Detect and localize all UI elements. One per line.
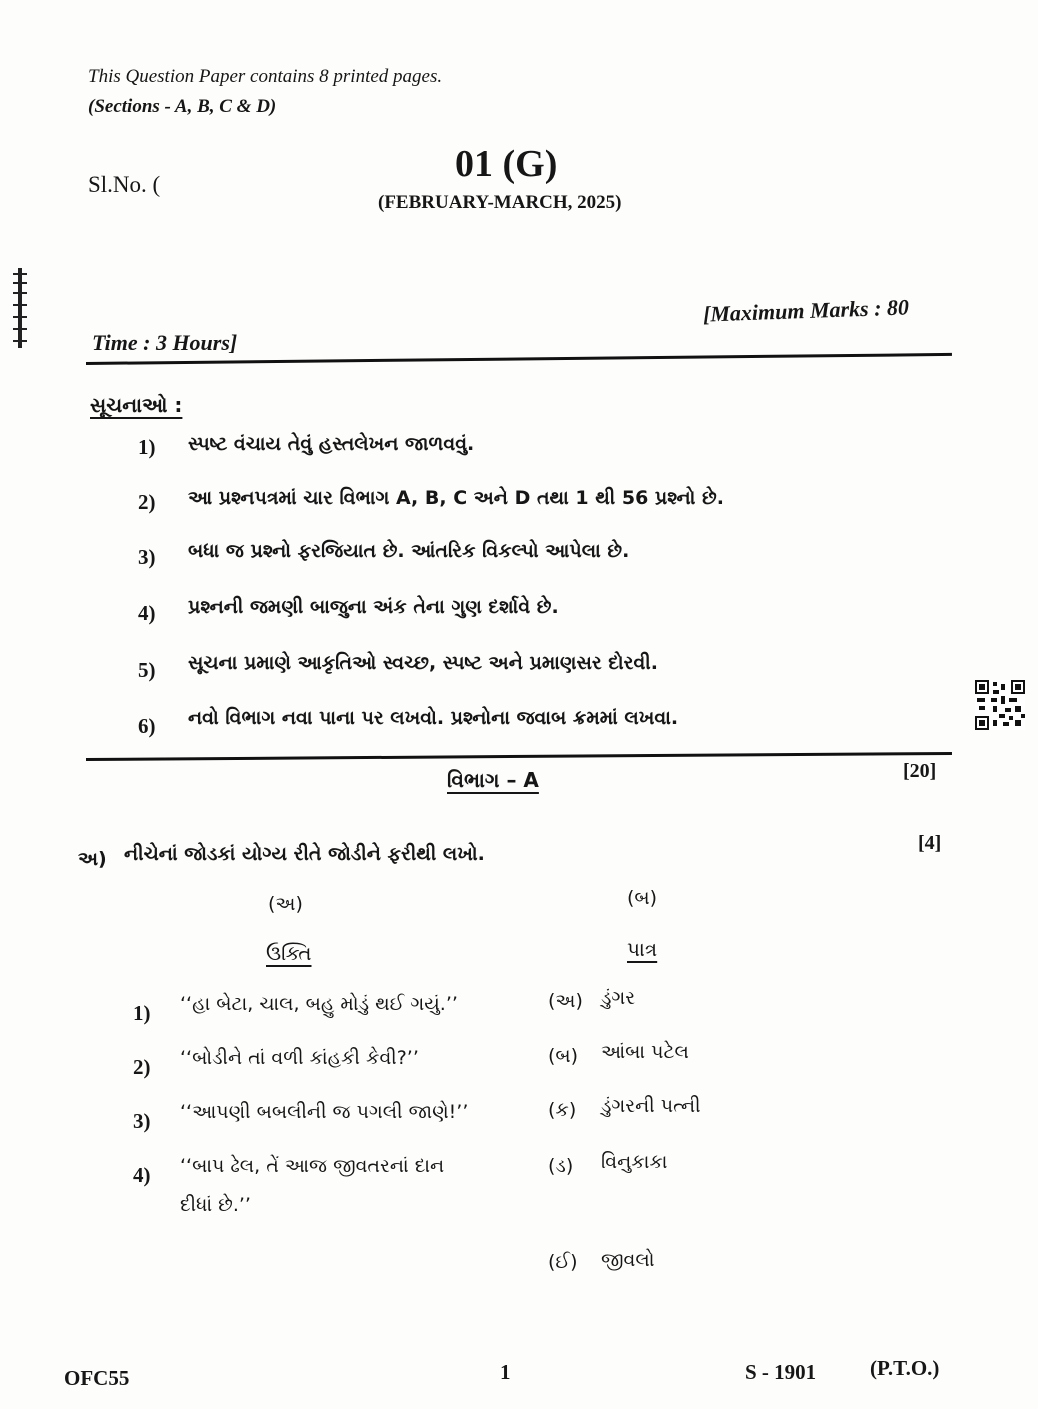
binding-mark-icon [12, 268, 28, 348]
section-marks: [20] [903, 760, 937, 782]
column-a-title: ઉક્તિ [266, 941, 312, 965]
exam-session: (FEBRUARY-MARCH, 2025) [378, 192, 622, 213]
statement-text: ‘‘બોડીને તાં વળી કાંહકી કેવી?’’ [180, 1047, 419, 1069]
instruction-text: સ્પષ્ટ વંચાય તેવું હસ્તલેખન જાળવવું. [188, 433, 475, 455]
statement-number: 3) [133, 1109, 151, 1133]
instructions-title: સૂચનાઓ : [90, 393, 183, 417]
serial-number-label: Sl.No. ( [88, 172, 161, 197]
statement-text-continued: દીધાં છે.’’ [180, 1194, 251, 1216]
character-label: (ઈ) [548, 1251, 578, 1273]
page-number: 1 [500, 1360, 511, 1384]
statement-number: 1) [133, 1001, 151, 1025]
pages-note: This Question Paper contains 8 printed pages. [88, 66, 443, 87]
instruction-number: 4) [138, 601, 156, 625]
instruction-number: 2) [138, 490, 156, 514]
instruction-number: 3) [138, 545, 156, 569]
footer-code: OFC55 [64, 1366, 130, 1390]
question-text: નીચેનાં જોડકાં યોગ્ય રીતે જોડીને ફરીથી લખો. [124, 843, 485, 865]
character-name: આંબા પટેલ [601, 1041, 689, 1063]
section-title: વિભાગ – A [447, 768, 539, 792]
character-label: (અ) [548, 990, 583, 1012]
instruction-text: પ્રશ્નની જમણી બાજુના અંક તેના ગુણ દર્શાવે છે. [188, 596, 559, 618]
character-name: ડુંગર [601, 987, 636, 1009]
column-b-heading: (બ) [627, 887, 658, 909]
statement-text: ‘‘આપણી બબલીની જ પગલી જાણે!’’ [180, 1101, 469, 1123]
series-code: S - 1901 [745, 1360, 817, 1384]
statement-text: ‘‘બાપ ઢેલ, તેં આજ જીવતરનાં દાન [180, 1155, 445, 1177]
statement-text: ‘‘હા બેટા, ચાલ, બહુ મોડું થઈ ગયું.’’ [180, 993, 458, 1015]
paper-code: 01 (G) [455, 143, 558, 185]
max-marks: [Maximum Marks : 80 [702, 294, 910, 327]
character-name: વિનુકાકા [601, 1151, 668, 1173]
character-label: (ક) [548, 1099, 577, 1121]
statement-number: 2) [133, 1055, 151, 1079]
instruction-number: 1) [138, 435, 156, 459]
character-label: (ડ) [548, 1155, 574, 1177]
instructions-divider [86, 752, 952, 761]
pto-note: (P.T.O.) [870, 1356, 940, 1380]
qr-code-icon [975, 680, 1025, 730]
character-label: (બ) [548, 1045, 579, 1067]
question-label: અ) [78, 848, 107, 870]
character-name: ડુંગરની પત્ની [601, 1095, 701, 1117]
statement-number: 4) [133, 1163, 151, 1187]
question-marks: [4] [918, 832, 942, 854]
instruction-number: 6) [138, 714, 156, 738]
column-b-title: પાત્ર [627, 937, 658, 961]
column-a-heading: (અ) [268, 893, 303, 915]
instruction-text: નવો વિભાગ નવા પાના પર લખવો. પ્રશ્નોના જવાબ ક્રમમાં લખવા. [188, 707, 679, 729]
instruction-text: આ પ્રશ્નપત્રમાં ચાર વિભાગ A, B, C અને D તથા 1 થી 56 પ્રશ્નો છે. [188, 487, 724, 509]
instruction-text: સૂચના પ્રમાણે આકૃતિઓ સ્વચ્છ, સ્પષ્ટ અને પ્રમાણસર દોરવી. [188, 652, 658, 674]
sections-note: (Sections - A, B, C & D) [88, 96, 277, 117]
instruction-number: 5) [138, 658, 156, 682]
instruction-text: બધા જ પ્રશ્નો ફરજિયાત છે. આંતરિક વિકલ્પો આપેલા છે. [188, 540, 630, 562]
time-allowed: Time : 3 Hours] [92, 330, 238, 355]
character-name: જીવલો [601, 1249, 655, 1271]
